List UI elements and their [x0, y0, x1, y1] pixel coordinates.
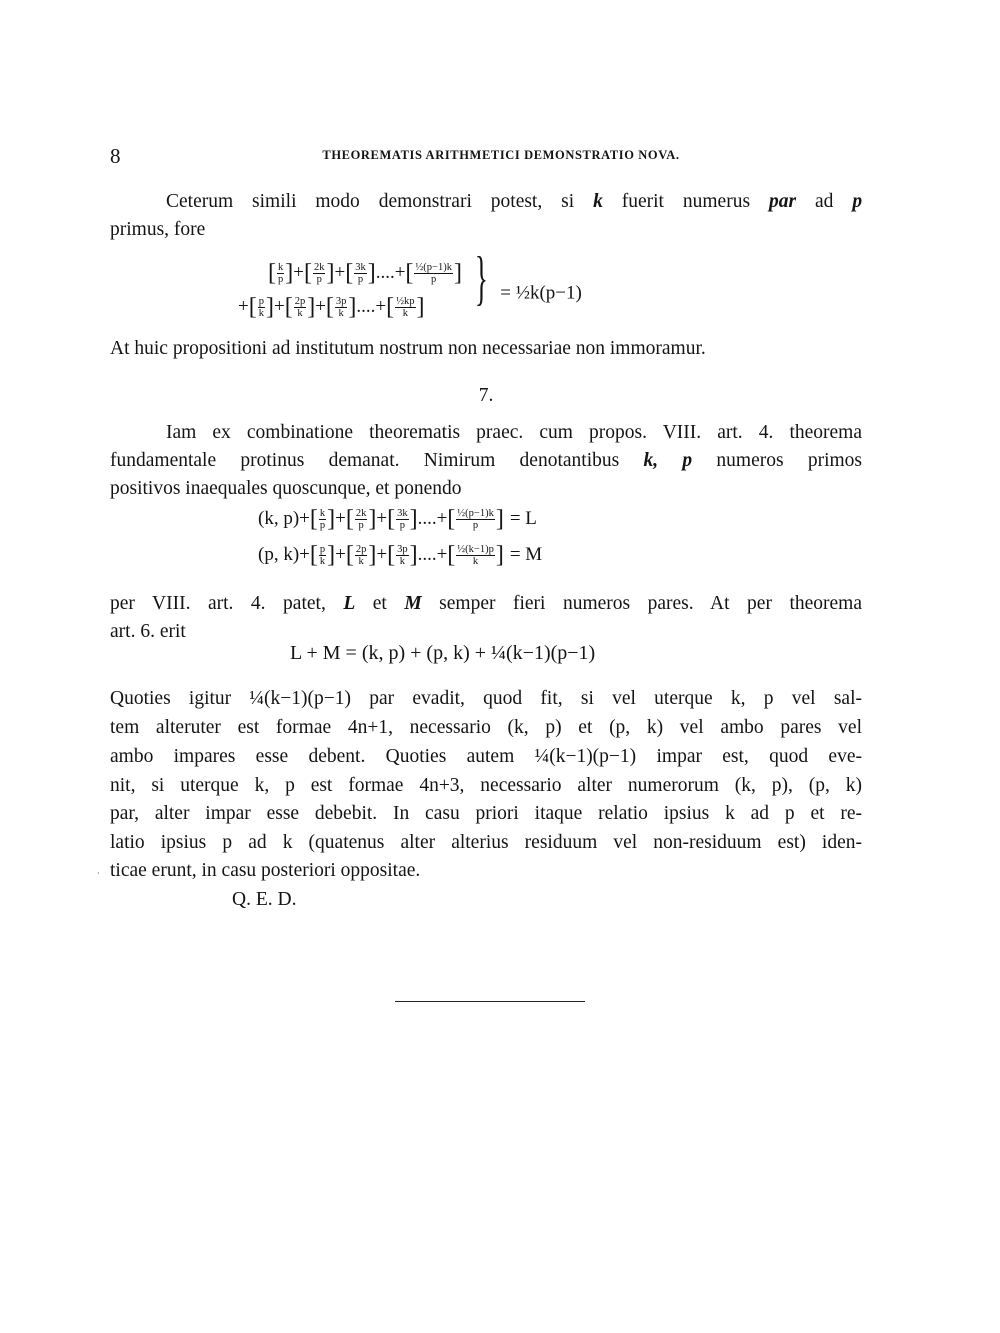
plus-sign: +: [375, 295, 387, 317]
bracket-fraction: [309, 542, 336, 568]
bracket-fraction: [248, 293, 274, 320]
text-span: per VIII. art. 4. patet,: [110, 593, 326, 614]
paragraph-4-line-2: art. 6. erit: [110, 621, 186, 642]
plus-sign: +: [335, 507, 346, 529]
left-bracket: [: [303, 259, 312, 286]
formula-1: [238, 245, 582, 328]
closing-rule: [395, 1001, 585, 1002]
plus-sign: +: [376, 543, 388, 565]
fraction: [396, 508, 409, 531]
variable-p: p: [852, 191, 863, 212]
denominator: p: [399, 520, 405, 531]
right-bracket: ]: [416, 293, 425, 320]
fraction: [277, 262, 284, 285]
ellipsis: ....: [417, 507, 437, 529]
fraction: [313, 262, 326, 285]
paragraph-5-line-5: par, alter impar esse debebit. In casu priori itaque relatio ipsius k ad p et re-: [110, 803, 862, 824]
paragraph-3-line-2: [110, 447, 862, 475]
bracket-fraction: [345, 542, 377, 568]
left-bracket: [: [345, 506, 354, 532]
right-bracket: ]: [368, 506, 377, 532]
left-bracket: [: [309, 506, 318, 532]
fraction: [456, 544, 495, 567]
bracket-fraction: [345, 506, 377, 532]
bracket-fraction: [405, 259, 462, 286]
fraction: [396, 544, 409, 567]
paragraph-5-line-7: ticae erunt, in casu posteriori oppositae.: [110, 860, 421, 881]
left-bracket: [: [447, 542, 456, 568]
text-span: et: [372, 593, 387, 614]
numerator: 3k: [355, 261, 366, 273]
right-bracket: ]: [453, 259, 462, 286]
denominator: k: [319, 556, 326, 567]
plus-sign: +: [299, 507, 310, 529]
right-bracket: ]: [327, 506, 336, 532]
section-number: 7.: [478, 385, 494, 406]
paragraph-2: At huic propositioni ad institutum nostrum non necessariae non immoramur.: [110, 338, 706, 359]
denominator: k: [338, 307, 344, 319]
numerator: 3k: [397, 508, 408, 519]
denominator: p: [316, 273, 322, 285]
qed: Q. E. D.: [232, 889, 297, 910]
plus-sign: +: [334, 261, 346, 283]
plus-sign: +: [394, 261, 406, 283]
ellipsis: ....: [375, 261, 395, 283]
bracket-fraction: [345, 259, 376, 286]
ellipsis: ....: [417, 543, 437, 565]
right-bracket: ]: [409, 506, 418, 532]
variable-k: k: [593, 191, 603, 212]
variable-M: M: [404, 593, 422, 614]
numerator: 2p: [355, 544, 367, 555]
denominator: k: [358, 556, 364, 567]
paragraph-5-line-3: ambo impares esse debent. Quoties autem ¼(k−1)(p−1) impar est, quod eve-: [110, 746, 862, 767]
text-span: semper fieri numeros pares. At per theorema: [439, 593, 862, 614]
fraction: [414, 262, 453, 285]
paragraph-5-line-6: latio ipsius p ad k (quatenus alter alterius residuum vel non-residuum est) iden-: [110, 832, 862, 853]
formula-1-brace: }: [474, 245, 488, 311]
bracket-fraction: [325, 293, 357, 320]
formula-2-row-2: [258, 542, 542, 578]
denominator: p: [357, 273, 364, 285]
plus-sign: +: [293, 261, 304, 283]
paragraph-5-line-2: tem alteruter est formae 4n+1, necessario (k, p) et (p, k) vel ambo pares vel: [110, 717, 862, 738]
text-span: Ceterum simili modo demonstrari potest, si: [166, 191, 575, 212]
text-span: fundamentale protinus demanat. Nimirum denotantibus: [110, 450, 620, 471]
bracket-fraction: [284, 293, 316, 320]
paragraph-5-line-4: nit, si uterque k, p est formae 4n+3, necessario alter numerorum (k, p), (p, k): [110, 775, 862, 796]
formula-1-rhs: = ½k(p−1): [500, 282, 582, 304]
plus-sign: +: [376, 507, 388, 529]
right-bracket: ]: [368, 542, 377, 568]
right-bracket: ]: [285, 259, 294, 286]
plus-sign: +: [273, 295, 285, 317]
left-bracket: [: [447, 506, 456, 532]
fraction: [395, 296, 415, 319]
right-bracket: ]: [307, 293, 316, 320]
plus-sign: +: [299, 543, 310, 565]
right-bracket: ]: [367, 259, 376, 286]
numerator: 2k: [355, 508, 367, 519]
denominator: k: [297, 307, 303, 319]
numerator: 2k: [313, 261, 325, 273]
denominator: p: [431, 273, 437, 285]
formula-result: = L: [509, 507, 537, 529]
formula-1-row-1: [238, 260, 462, 294]
text-span: ad: [814, 191, 834, 212]
numerator: ½(p−1)k: [457, 508, 494, 519]
fraction: [456, 508, 495, 531]
paragraph-3-line-3: positivos inaequales quoscunque, et ponendo: [110, 478, 462, 499]
left-bracket: [: [325, 293, 334, 320]
denominator: k: [402, 307, 408, 319]
emphasis-par: par: [768, 191, 797, 212]
left-bracket: [: [248, 293, 257, 320]
formula-1-row-2: [238, 294, 462, 328]
denominator: k: [399, 556, 405, 567]
numerator: p: [258, 295, 264, 307]
formula-2-row-1: [258, 506, 542, 542]
numerator: ½(p−1)k: [415, 261, 452, 273]
numerator: 3p: [397, 544, 408, 555]
left-bracket: [: [387, 542, 396, 568]
formula-2: [258, 506, 542, 578]
denominator: p: [472, 520, 479, 531]
right-bracket: ]: [327, 542, 336, 568]
paragraph-1-line-2: primus, fore: [110, 219, 206, 240]
denominator: p: [358, 520, 364, 531]
plus-sign: +: [436, 507, 448, 529]
fraction: [335, 296, 348, 319]
right-bracket: ]: [326, 259, 335, 286]
left-bracket: [: [345, 259, 354, 286]
variables-k-p: k, p: [643, 450, 693, 471]
right-bracket: ]: [495, 506, 504, 532]
right-bracket: ]: [265, 293, 274, 320]
numerator: k: [278, 261, 284, 273]
bracket-fraction: [268, 259, 294, 286]
page-number: 8: [110, 144, 121, 168]
denominator: k: [472, 556, 479, 567]
left-bracket: [: [386, 293, 395, 320]
fraction: [294, 296, 307, 319]
bracket-fraction: [387, 542, 418, 568]
plus-sign: +: [436, 543, 448, 565]
formula-result: = M: [509, 543, 543, 565]
denominator: p: [319, 520, 326, 531]
text-span: fuerit numerus: [621, 191, 751, 212]
numerator: ½kp: [396, 295, 415, 307]
fraction: [258, 296, 265, 319]
plus-sign: +: [335, 543, 346, 565]
bracket-fraction: [387, 506, 418, 532]
ellipsis: ....: [356, 295, 376, 317]
plus-sign: +: [238, 295, 249, 317]
paragraph-4-line-1: [110, 590, 862, 618]
left-bracket: [: [345, 542, 354, 568]
fraction: [319, 544, 326, 567]
paragraph-1-line-1: [110, 188, 862, 216]
denominator: k: [258, 307, 264, 319]
running-title: THEOREMATIS ARITHMETICI DEMONSTRATIO NOVA.: [322, 148, 680, 162]
left-bracket: [: [268, 259, 276, 286]
paragraph-3-line-1: Iam ex combinatione theorematis praec. cum propos. VIII. art. 4. theorema: [166, 422, 862, 443]
numerator: p: [319, 544, 326, 555]
right-bracket: ]: [348, 293, 357, 320]
bracket-fraction: [303, 259, 335, 286]
bracket-fraction: [447, 542, 504, 568]
plus-sign: +: [315, 295, 326, 317]
numerator: ½(k−1)p: [457, 544, 494, 555]
left-bracket: [: [309, 542, 318, 568]
numerator: k: [319, 508, 326, 519]
denominator: p: [278, 273, 284, 285]
numerator: 2p: [294, 295, 306, 307]
fraction: [319, 508, 326, 531]
left-bracket: [: [405, 259, 414, 286]
numerator: 3p: [335, 295, 347, 307]
variable-L: L: [343, 593, 356, 614]
text-span: numeros primos: [716, 450, 863, 471]
fraction: [354, 262, 367, 285]
bracket-fraction: [386, 293, 425, 320]
specks: ·: [97, 869, 100, 878]
fraction: [355, 544, 368, 567]
formula-lead: (p, k): [258, 543, 300, 565]
left-bracket: [: [284, 293, 293, 320]
formula-lead: (k, p): [258, 507, 300, 529]
right-bracket: ]: [495, 542, 504, 568]
bracket-fraction: [447, 506, 504, 532]
left-bracket: [: [387, 506, 396, 532]
right-bracket: ]: [409, 542, 418, 568]
paragraph-5-line-1: Quoties igitur ¼(k−1)(p−1) par evadit, quod fit, si vel uterque k, p vel sal-: [110, 688, 862, 709]
fraction: [355, 508, 368, 531]
formula-3: L + M = (k, p) + (p, k) + ¼(k−1)(p−1): [290, 642, 596, 664]
bracket-fraction: [309, 506, 336, 532]
